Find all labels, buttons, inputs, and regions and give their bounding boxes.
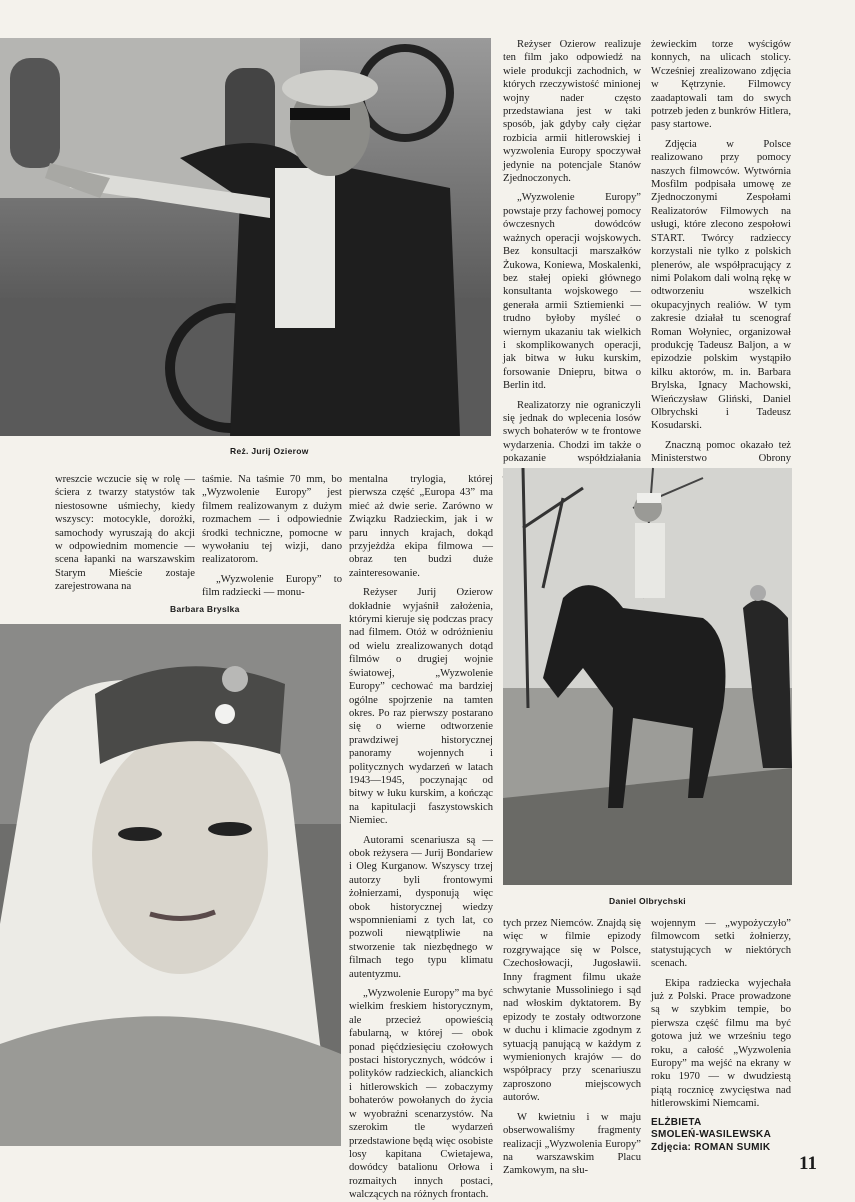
column-bottom-middle bbox=[503, 917, 641, 1177]
column-left-1 bbox=[55, 473, 195, 593]
paragraph: taśmie. Na taśmie 70 mm, bo „Wyzwolenie Europy” jest filmem realizowanym z dużym rozmachem — i odpowiednie środki techniczne, pomocne w wywołaniu tej wizji, dano realizatorom. bbox=[202, 474, 342, 566]
paragraph: „Wyzwolenie Europy” ma być wielkim freskiem historycznym, ale przecież opowieścią fabularną, w której — obok ponad pięćdziesięciu czołowych postaci historycznych, wódców i polityków radzieckich, alianckich i hitlerowskich — zobaczymy bohaterów powołanych do życia w wyobraźni scenarzystów. Na szerokim tle wydarzeń przedstawione będą więc osobiste losy kapitana Cwietajewa, dowódcy batalionu Orłowa i rozmaitych innych postaci, walczących na różnych frontach. bbox=[349, 988, 493, 1201]
page-number: 11 bbox=[799, 1153, 817, 1174]
signature bbox=[651, 1117, 791, 1155]
caption-brylska: Barbara Bryslka bbox=[170, 604, 240, 614]
paragraph: „Wyzwolenie Europy” to film radziecki — monu- bbox=[202, 573, 342, 599]
caption-director: Reż. Jurij Ozierow bbox=[230, 446, 309, 456]
paragraph: „Wyzwolenie Europy” powstaje przy fachowej pomocy ówczesnych dowódców ważnych operacji wojskowych. Bez konsultacji marszałków Żukowa, Koniewa, Moskalenki, bez stałej opieki głównego konsultanta wojskowego — generała armii Sztiemienki — trudno byłoby myśleć o wiernym ukazaniu tak wielkich i skomplikowanych operacji, jak bitwa w łuku kurskim, forsowanie Dniepru, bitwa o Berlin itd. bbox=[503, 192, 641, 392]
paragraph: Reżyser Jurij Ozierow dokładnie wyjaśnił założenia, którymi kieruje się podczas pracy nad filmem. Otóż w odróżnieniu od wielu zrealizowanych dotąd filmów o drugiej wojnie światowej, „Wyzwolenie Europy” cechować ma bardziej ogólne spojrzenie na tamten okres. Po raz pierwszy postarano się o wierne odtworzenie prawdziwej historycznej panoramy wojennych i politycznych wydarzeń w latach 1943—1945, poczynając od bitwy w łuku kurskim, a kończąc na kapitulacji faszystowskich Niemiec. bbox=[349, 587, 493, 827]
author-last-name: SMOLEŃ-WASILEWSKA bbox=[651, 1129, 772, 1141]
column-top-middle bbox=[503, 38, 641, 465]
paragraph: mentalna trylogia, której pierwsza część „Europa 43” ma mieć aż dwie serie. Zarówno w Związku Radzieckim, jak i w paru innych krajach, dokąd przyjeżdża ekipa filmowa — obraz ten budzi duże zainteresowanie. bbox=[349, 474, 493, 579]
caption-olbrychski: Daniel Olbrychski bbox=[609, 896, 686, 906]
paragraph: wreszcie wczucie się w rolę — ściera z twarzy statystów tak niestosowne uśmiechy, kiedy wszyscy: motocykle, dorożki, samochody wyruszają do akcji w odpowiednim momencie — scena łapanki na warszawskim Starym Mieście zostaje zarejestrowana na bbox=[55, 474, 195, 593]
photo-credit: Zdjęcia: ROMAN SUMIK bbox=[651, 1141, 771, 1153]
photo-olbrychski bbox=[503, 468, 792, 885]
paragraph: wojennym — „wypożyczyło” filmowcom setki żołnierzy, statystujących w niektórych scenach. bbox=[651, 918, 791, 970]
paragraph: Realizatorzy nie ograniczyli się jednak do wplecenia losów swych bohaterów w te frontowe wydarzenia. Chodzi im także o pokazanie współdziałania bbox=[503, 399, 641, 465]
photo-brylska bbox=[0, 624, 341, 1146]
paragraph: Reżyser Ozierow realizuje ten film jako odpowiedź na wiele produkcji zachodnich, w których rzeczywistość minionej wojny nader często przedstawiana jest w taki sposób, jak gdyby cały ciężar rozbicia armii hitlerowskiej i wyzwolenia Europy spoczywał jedynie na potencjale Stanów Zjednoczonych. bbox=[503, 39, 641, 185]
photo-director bbox=[0, 38, 491, 436]
column-top-right bbox=[651, 38, 791, 465]
column-bottom-right bbox=[651, 917, 791, 1153]
author-first-name: ELŻBIETA bbox=[651, 1116, 702, 1128]
paragraph: W kwietniu i w maju obserwowaliśmy fragmenty realizacji „Wyzwolenia Europy” na warszawskim Placu Zamkowym, na słu- bbox=[503, 1111, 641, 1177]
paragraph: żewieckim torze wyścigów konnych, na ulicach stolicy. Wcześniej zrealizowano zdjęcia w Kętrzynie. Filmowcy zaadaptowali tam do swych potrzeb jeden z bunkrów Hitlera, pasy startowe. bbox=[651, 39, 791, 131]
paragraph: Autorami scenariusza są — obok reżysera — Jurij Bondariew i Oleg Kurganow. Wszyscy trzej autorzy byli frontowymi żołnierzami, dysponują więc obok historycznej wiedzy wspomnieniami z tych lat, co pozwoli niewątpliwie na stworzenie tak niezbędnego w filmach tego typu klimatu autentyzmu. bbox=[349, 834, 493, 980]
paragraph: Ekipa radziecka wyjechała już z Polski. Prace prowadzone są w szybkim tempie, bo pierwsza część filmu ma być gotowa już we wrześniu tego roku, a całość „Wyzwolenia Europy” ma wejść na ekrany w roku 1970 — w dwudziestą piątą rocznicę zwycięstwa nad hitlerowskimi Niemcami. bbox=[651, 977, 791, 1110]
column-left-2 bbox=[202, 473, 342, 599]
column-middle bbox=[349, 473, 493, 1201]
paragraph: Zdjęcia w Polsce realizowano przy pomocy naszych filmowców. Wytwórnia Mosfilm podpisała umowę ze Zjednoczonymi Zespołami Realizatorów Filmowych na usługi, które zlecono zespołowi START. Twórcy radzieccy korzystali nie tylko z polskich plenerów, ale współpracujący z nimi Polakom dali wolną rękę w odtworzeniu wszelkich okupacyjnych realiów. W tym zakresie działał tu scenograf Roman Wołyniec, organizował produkcję Tadeusz Baljon, a w epizodzie polskim wystąpiło kilku aktorów, m. in. Barbara Brylska, Ignacy Machowski, Wieńczysław Gliński, Daniel Olbrychski i Tadeusz Kosudarski. bbox=[651, 138, 791, 432]
paragraph: Znaczną pomoc okazało też Ministerstwo Obrony bbox=[651, 439, 791, 465]
paragraph: tych przez Niemców. Znajdą się więc w filmie epizody rozgrywające się w Polsce, Czechosłowacji, Jugosławii. Inny fragment filmu ukaże schwytanie Mussoliniego i sąd nad włoskim dyktatorem. By epizody te zostały odtworzone w duchu i klimacie zgodnym z sytuacją panującą w każdym z wymienionych krajów — do współpracy przy scenariuszu zaproszono miejscowych autorów. bbox=[503, 918, 641, 1104]
